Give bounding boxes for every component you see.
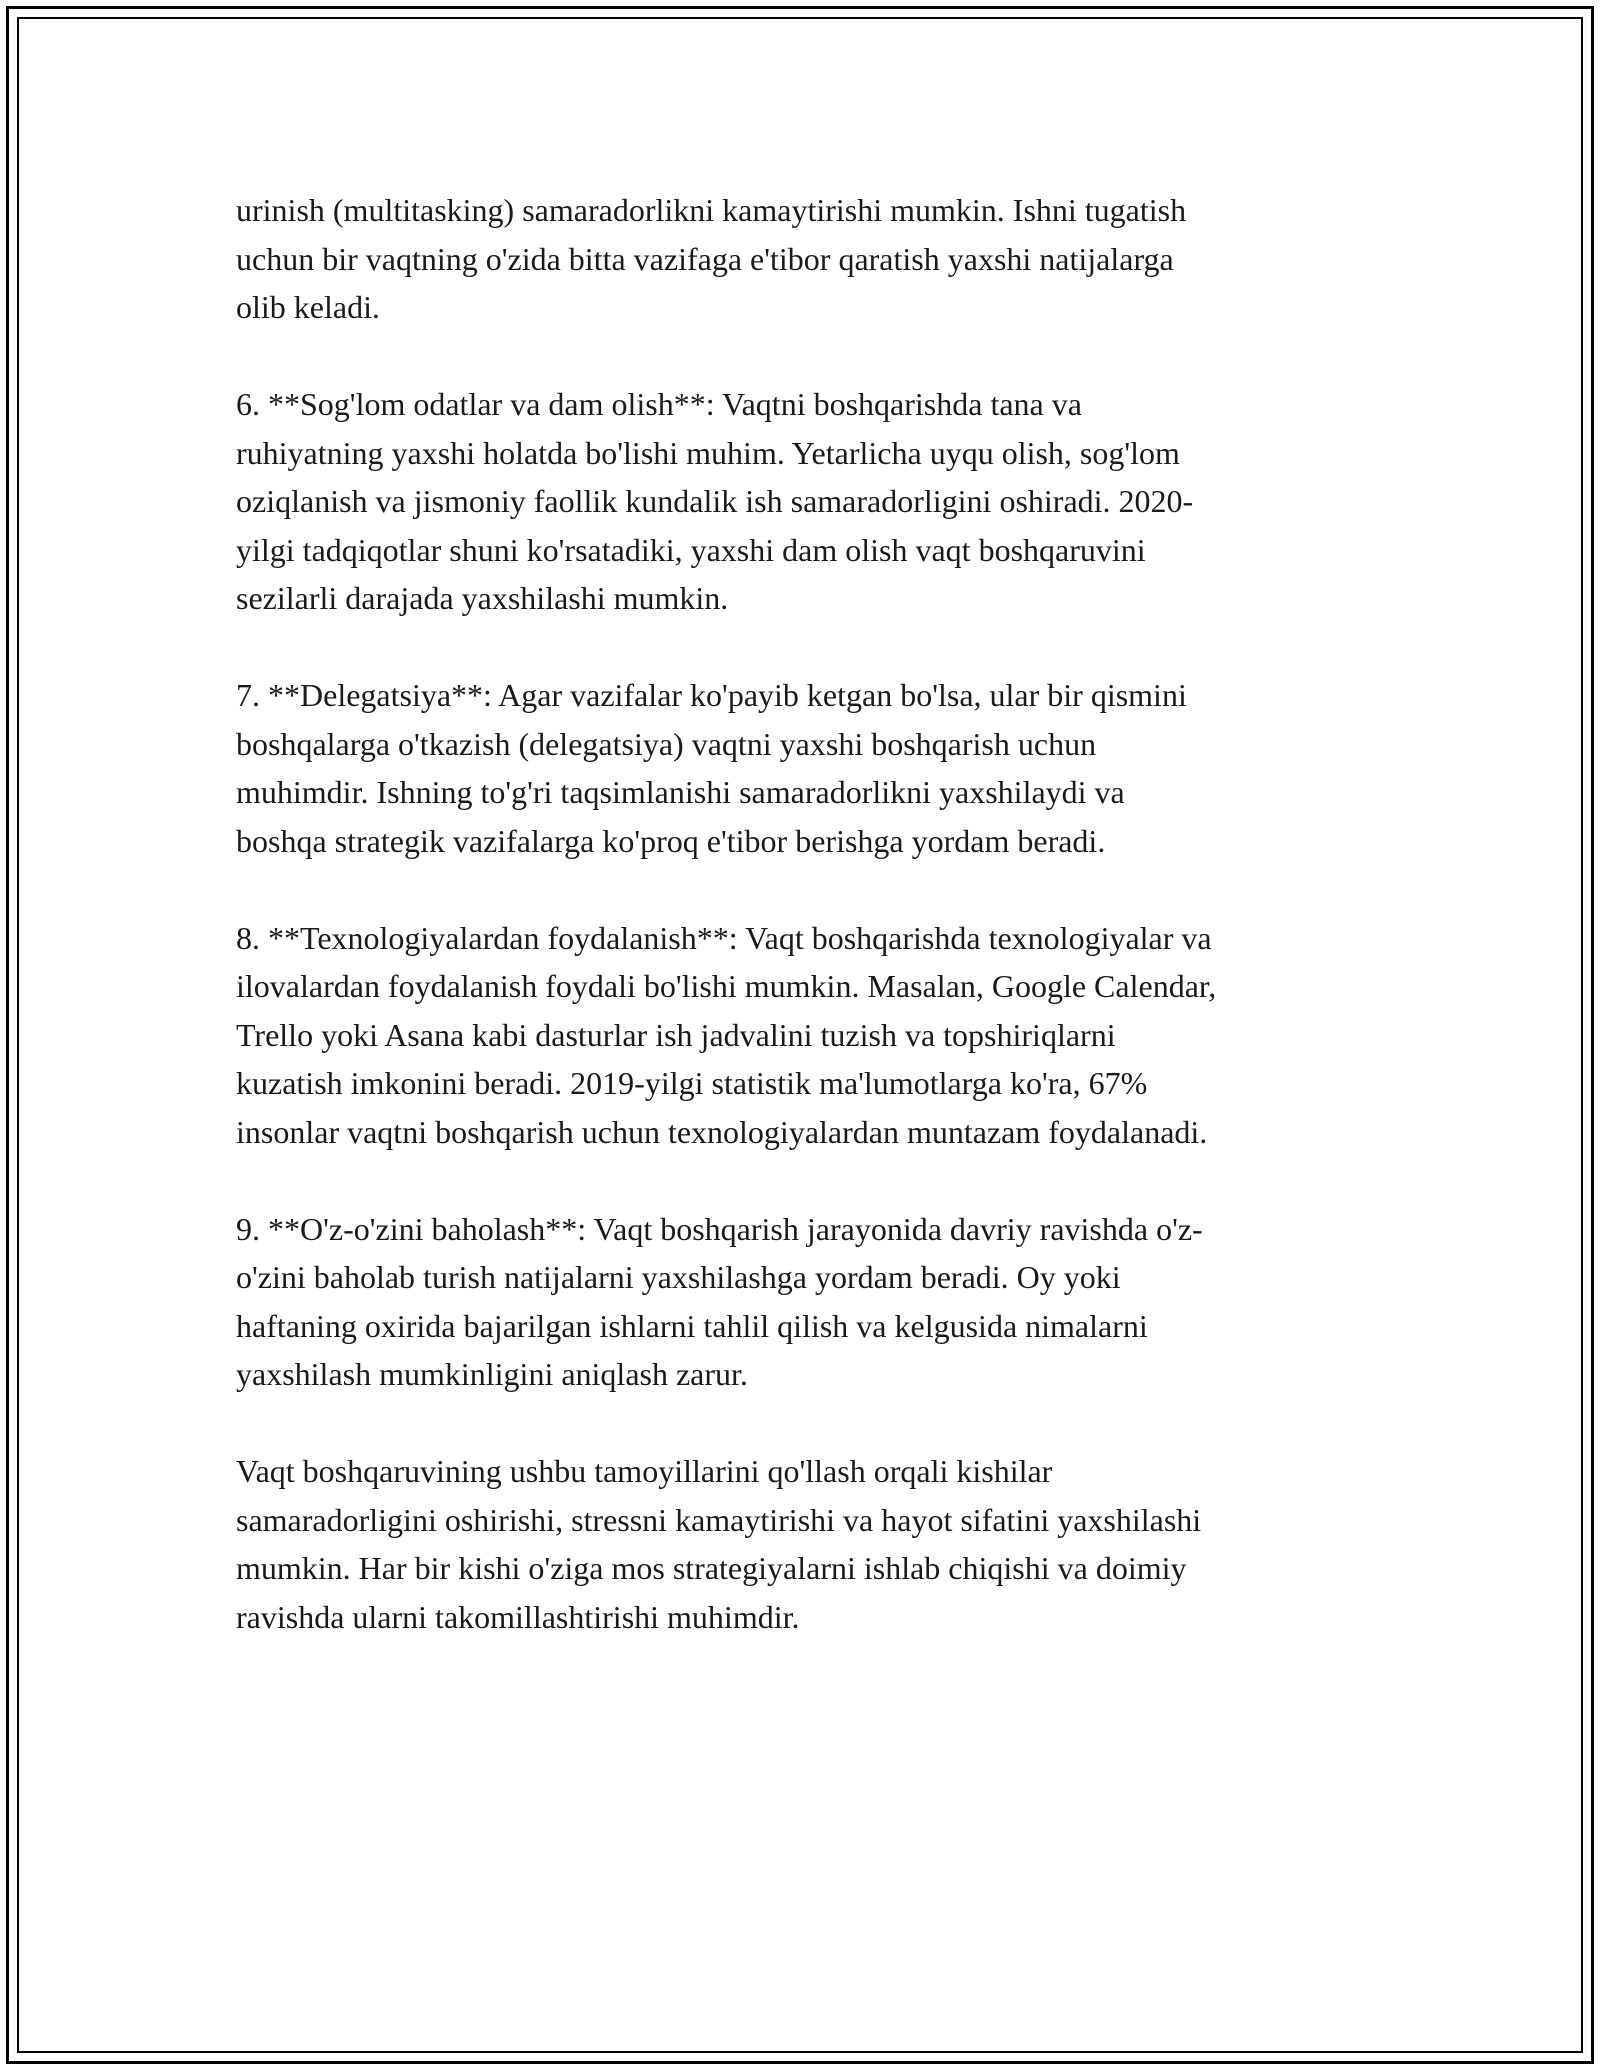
paragraph-healthy-habits: 6. **Sog'lom odatlar va dam olish**: Vaqtni boshqarishda tana va ruhiyatning yaxshi holatda bo'lishi muhim. Yetarlicha uyqu olish, sog'lom oziqlanish va jismoniy faollik kundalik ish samaradorligini oshiradi. 2020- yilgi tadqiqotlar shuni ko'rsatadiki, yaxshi dam olish vaqt boshqaruvini sezilarli darajada yaxshilashi mumkin. [236, 386, 1194, 616]
paragraph-self-assessment: 9. **O'z-o'zini baholash**: Vaqt boshqarish jarayonida davriy ravishda o'z- o'zini baholab turish natijalarni yaxshilashga yordam beradi. Oy yoki haftaning oxirida bajarilgan ishlarni tahlil qilish va kelgusida nimalarni yaxshilash mumkinligini aniqlash zarur. [236, 1210, 1203, 1392]
paragraph-multitasking: urinish (multitasking) samaradorlikni kamaytirishi mumkin. Ishni tugatish uchun bir vaqtning o'zida bitta vazifaga e'tibor qaratish yaxshi natijalarga olib keladi. [236, 192, 1187, 325]
paragraph-conclusion: Vaqt boshqaruvining ushbu tamoyillarini qo'llash orqali kishilar samaradorligini oshirishi, stressni kamaytirishi va hayot sifatini yaxshilashi mumkin. Har bir kishi o'ziga mos strategiyalarni ishlab chiqishi va doimiy ravishda ularni takomillashtirishi muhimdir. [236, 1453, 1202, 1635]
paragraph-delegation: 7. **Delegatsiya**: Agar vazifalar ko'payib ketgan bo'lsa, ular bir qismini boshqalarga o'tkazish (delegatsiya) vaqtni yaxshi boshqarish uchun muhimdir. Ishning to'g'ri taqsimlanishi samaradorlikni yaxshilaydi va boshqa strategik vazifalarga ko'proq e'tibor berishga yordam beradi. [236, 677, 1187, 859]
paragraph-technology: 8. **Texnologiyalardan foydalanish**: Vaqt boshqarishda texnologiyalar va ilovalardan foydalanish foydali bo'lishi mumkin. Masalan, Google Calendar, Trello yoki Asana kabi dasturlar ish jadvalini tuzish va topshiriqlarni kuzatish imkonini beradi. 2019-yilgi statistik ma'lumotlarga ko'ra, 67% insonlar vaqtni boshqarish uchun texnologiyalardan muntazam foydalanadi. [236, 919, 1217, 1150]
document-body [236, 186, 1396, 1641]
